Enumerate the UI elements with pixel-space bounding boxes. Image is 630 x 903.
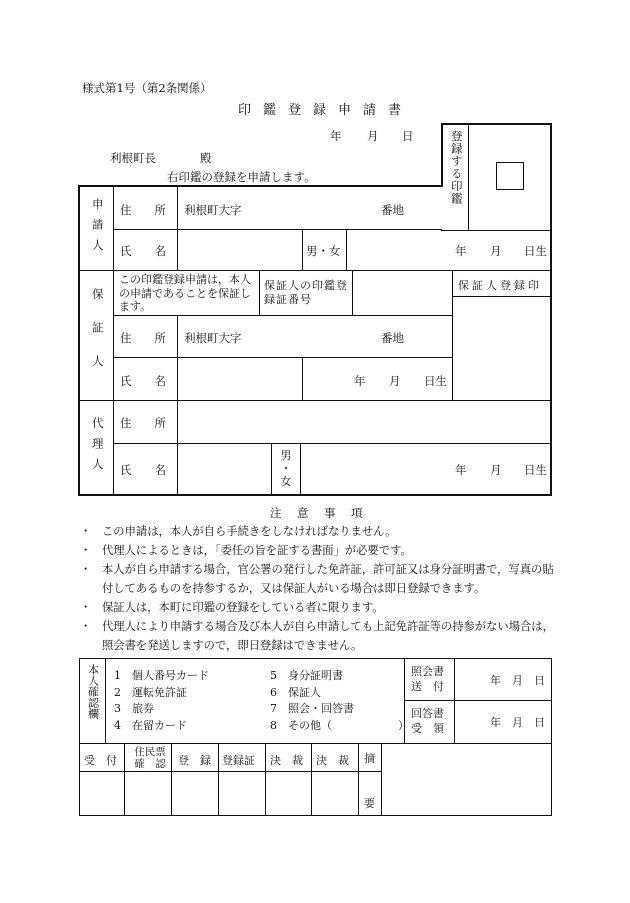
agent-birth-year: 年 bbox=[455, 463, 467, 477]
applicant-banchi: 番地 bbox=[381, 203, 404, 217]
reply-received-label: 回答書受 領 bbox=[411, 707, 444, 735]
seal-stamp-box[interactable] bbox=[496, 162, 524, 190]
verification-label: 本人確認欄 bbox=[86, 664, 100, 719]
addressee-name: 利根町長 bbox=[110, 151, 156, 165]
office-col-resident-check: 住民票確 認 bbox=[134, 746, 166, 770]
office-col-certificate: 登録証 bbox=[222, 754, 255, 767]
form-number: 様式第1号（第2条関係） bbox=[82, 81, 212, 95]
note-item: ・ 本人が自ら申請する場合，官公署の発行した免許証，許可証又は身分証明書で，写真の貼付してあるものを持参するか，又は保証人がいる場合は即日登録できます。 bbox=[80, 560, 556, 598]
guarantor-birth-month: 月 bbox=[389, 374, 401, 388]
office-col-reception: 受 付 bbox=[84, 754, 117, 767]
office-col-registration: 登 録 bbox=[178, 754, 211, 767]
office-memo-bottom: 要 bbox=[364, 797, 375, 810]
agent-section-label: 代理人 bbox=[90, 417, 105, 479]
agent-name-label: 氏 名 bbox=[120, 463, 166, 477]
agent-birth-month: 月 bbox=[490, 463, 502, 477]
note-item: ・ 代理人によるときは，「委任の旨を証する書面」が必要です。 bbox=[80, 541, 556, 560]
verification-item[interactable]: 5 身分証明書 bbox=[270, 669, 343, 682]
date-day: 日 bbox=[402, 129, 414, 143]
guarantor-name-label: 氏 名 bbox=[120, 374, 166, 388]
note-item: ・ この申請は，本人が自ら手続きをしなければなりません。 bbox=[80, 522, 556, 541]
request-text: 右印鑑の登録を申請します。 bbox=[167, 170, 316, 184]
date-year: 年 bbox=[330, 129, 342, 143]
applicant-birth-day: 日生 bbox=[524, 244, 547, 258]
notes-title: 注 意 事 項 bbox=[270, 506, 365, 520]
guarantor-birth-day: 日生 bbox=[424, 374, 447, 388]
guarantor-seal-number-label: 保証人の印鑑登録証番号 bbox=[264, 279, 348, 306]
verification-items-left bbox=[114, 668, 209, 734]
inquiry-sent-label: 照会書送 付 bbox=[411, 665, 444, 693]
guarantor-section-label: 保証人 bbox=[90, 288, 105, 389]
applicant-address-label: 住 所 bbox=[120, 203, 166, 217]
verification-item[interactable]: 1 個人番号カード bbox=[114, 669, 209, 682]
applicant-address-value[interactable]: 利根町大字 bbox=[184, 203, 242, 217]
applicant-section-label: 申請人 bbox=[90, 198, 105, 260]
guarantee-text: この印鑑登録申請は，本人の申請であることを保証します。 bbox=[119, 273, 251, 313]
inquiry-sent-date[interactable]: 年 月 日 bbox=[490, 674, 545, 687]
form-title: 印鑑登録申請書 bbox=[238, 103, 414, 118]
verification-item[interactable]: 8 その他（ ） bbox=[270, 718, 409, 732]
office-memo-top: 摘 bbox=[364, 752, 375, 765]
agent-address-label: 住 所 bbox=[120, 416, 166, 430]
applicant-sex[interactable]: 男・女 bbox=[306, 244, 341, 258]
date-month: 月 bbox=[367, 129, 379, 143]
office-col-approval-1: 決 裁 bbox=[270, 754, 303, 767]
note-item: ・ 代理人により申請する場合及び本人が自ら申請しても上記免許証等の持参がない場合は，照会書を発送しますので，即日登録はできません。 bbox=[80, 617, 556, 655]
verification-item[interactable]: 2 運転免許証 bbox=[114, 685, 187, 699]
reply-received-date[interactable]: 年 月 日 bbox=[490, 716, 545, 729]
applicant-birth-month: 月 bbox=[490, 244, 502, 258]
verification-item[interactable]: 3 旅券 bbox=[114, 702, 154, 715]
notes-list bbox=[80, 522, 556, 655]
guarantor-birth-year: 年 bbox=[354, 374, 366, 388]
applicant-name-label: 氏 名 bbox=[120, 244, 166, 258]
seal-box-label: 登録する印鑑 bbox=[449, 130, 464, 205]
guarantor-address-label: 住 所 bbox=[120, 331, 166, 345]
applicant-birth-year: 年 bbox=[455, 244, 467, 258]
agent-birth-day: 日生 bbox=[524, 463, 547, 477]
agent-sex[interactable]: 男 ・ 女 bbox=[280, 449, 292, 488]
verification-item[interactable]: 4 在留カード bbox=[114, 718, 187, 732]
addressee-honorific: 殿 bbox=[200, 151, 212, 165]
note-item: ・ 保証人は，本町に印鑑の登録をしている者に限ります。 bbox=[80, 598, 556, 617]
guarantor-seal-label: 保証人登録印 bbox=[458, 279, 542, 292]
verification-items-right bbox=[270, 668, 409, 734]
office-col-approval-2: 決 裁 bbox=[316, 754, 349, 767]
verification-item[interactable]: 6 保証人 bbox=[270, 685, 321, 699]
guarantor-address-value[interactable]: 利根町大字 bbox=[184, 331, 242, 345]
guarantor-banchi: 番地 bbox=[381, 331, 404, 345]
verification-item[interactable]: 7 照会・回答書 bbox=[270, 702, 354, 715]
